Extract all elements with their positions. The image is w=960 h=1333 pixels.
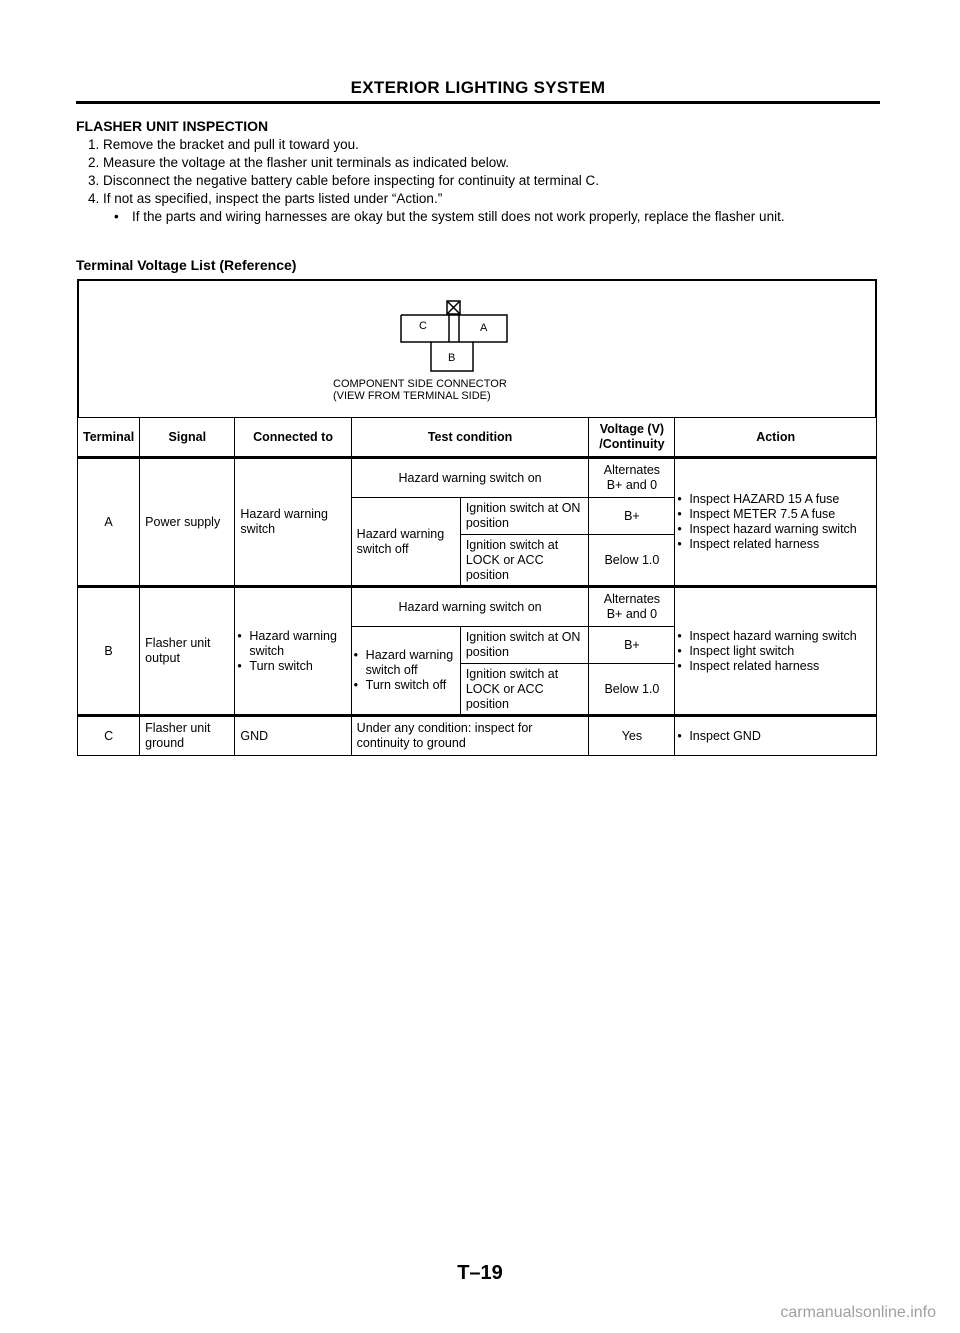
cell-condition: Ignition switch at ON position — [460, 498, 589, 535]
cell-connected: GND — [235, 716, 351, 756]
cell-terminal: C — [78, 716, 140, 756]
header-connected: Connected to — [235, 418, 351, 458]
header-test-condition: Test condition — [351, 418, 589, 458]
page-header: EXTERIOR LIGHTING SYSTEM — [350, 78, 606, 97]
action-item: • Inspect hazard warning switch — [677, 522, 874, 537]
caption-line: (VIEW FROM TERMINAL SIDE) — [333, 390, 491, 402]
bullet-icon: • — [114, 209, 119, 224]
terminal-label-b: B — [448, 352, 456, 364]
condition-item: • Hazard warning switch off — [354, 648, 458, 678]
cell-voltage: Alternates B+ and 0 — [589, 587, 675, 627]
cell-condition — [351, 627, 460, 716]
page-number: T–19 — [457, 1262, 503, 1284]
action-item: • Inspect HAZARD 15 A fuse — [677, 492, 874, 507]
action-item: • Inspect light switch — [677, 644, 874, 659]
section-title: FLASHER UNIT INSPECTION — [76, 118, 269, 134]
cell-signal: Flasher unit output — [140, 587, 235, 716]
cell-condition: Hazard warning switch on — [351, 458, 589, 498]
cell-condition: Hazard warning switch off — [351, 498, 460, 587]
cell-signal: Flasher unit ground — [140, 716, 235, 756]
table-row — [78, 458, 877, 498]
step-item: 2. Measure the voltage at the flasher unit terminals as indicated below. — [88, 155, 509, 170]
header-action: Action — [675, 418, 877, 458]
table-header-row — [78, 418, 877, 458]
table-row — [78, 587, 877, 627]
cell-action — [675, 716, 877, 756]
step-list — [88, 136, 878, 208]
action-item: • Inspect related harness — [677, 659, 874, 674]
cell-voltage: Alternates B+ and 0 — [589, 458, 675, 498]
cell-condition: Under any condition: inspect for continuity to ground — [351, 716, 589, 756]
table-title: Terminal Voltage List (Reference) — [76, 257, 297, 273]
cell-voltage: Below 1.0 — [589, 664, 675, 716]
table-row — [78, 716, 877, 756]
action-item: • Inspect GND — [677, 729, 874, 744]
condition-item: • Turn switch off — [354, 678, 458, 693]
cell-condition: Ignition switch at LOCK or ACC position — [460, 664, 589, 716]
caption-line: COMPONENT SIDE CONNECTOR — [333, 378, 507, 390]
cell-signal: Power supply — [140, 458, 235, 587]
header-terminal: Terminal — [78, 418, 140, 458]
step-item: 3. Disconnect the negative battery cable before inspecting for continuity at terminal C. — [88, 173, 600, 188]
action-item: • Inspect METER 7.5 A fuse — [677, 507, 874, 522]
cell-action — [675, 587, 877, 716]
watermark: carmanualsonline.info — [780, 1304, 936, 1321]
action-item: • Inspect hazard warning switch — [677, 629, 874, 644]
header-voltage: Voltage (V) /Continuity — [589, 418, 675, 458]
terminal-voltage-table — [77, 417, 877, 756]
cell-voltage: B+ — [589, 627, 675, 664]
cell-voltage: Yes — [589, 716, 675, 756]
terminal-label-c: C — [419, 320, 427, 332]
cell-connected: Hazard warning switch — [235, 458, 351, 587]
connector-caption — [333, 378, 507, 402]
cell-terminal: A — [78, 458, 140, 587]
header-signal: Signal — [140, 418, 235, 458]
note-text: If the parts and wiring harnesses are okay but the system still does not work properly, replace the flasher unit. — [132, 209, 785, 224]
cell-condition: Hazard warning switch on — [351, 587, 589, 627]
cell-terminal: B — [78, 587, 140, 716]
step-item: 4. If not as specified, inspect the parts listed under “Action.” — [88, 191, 443, 206]
step-item: 1. Remove the bracket and pull it toward you. — [88, 137, 359, 152]
cell-voltage: Below 1.0 — [589, 535, 675, 587]
cell-condition: Ignition switch at LOCK or ACC position — [460, 535, 589, 587]
connected-item: • Turn switch — [237, 659, 348, 674]
header-rule — [76, 101, 880, 104]
note — [114, 208, 874, 225]
connected-item: • Hazard warning switch — [237, 629, 348, 659]
action-item: • Inspect related harness — [677, 537, 874, 552]
cell-connected — [235, 587, 351, 716]
cell-action — [675, 458, 877, 587]
cell-condition: Ignition switch at ON position — [460, 627, 589, 664]
terminal-label-a: A — [480, 322, 488, 334]
cell-voltage: B+ — [589, 498, 675, 535]
